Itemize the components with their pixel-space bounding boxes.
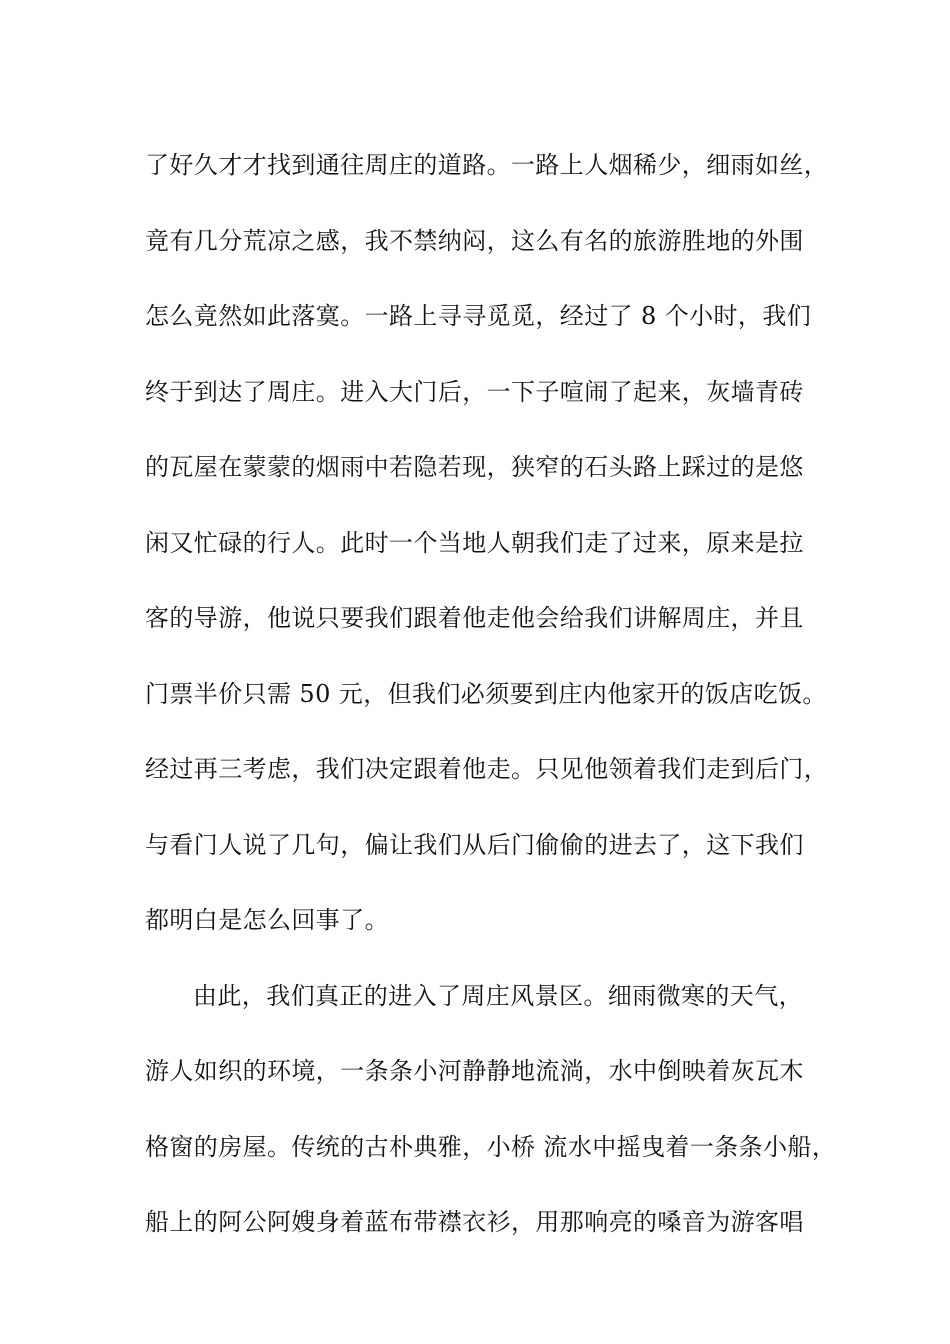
text-line-13: 游人如织的环境，一条条小河静静地流淌，水中倒映着灰瓦木 [145, 1057, 804, 1085]
text-line-14: 格窗的房屋。传统的古朴典雅，小桥 流水中摇曳着一条条小船， [145, 1132, 837, 1161]
text-line-6: 闲又忙碌的行人。此时一个当地人朝我们走了过来，原来是拉 [145, 528, 804, 557]
text-line-10: 与看门人说了几句，偏让我们从后门偷偷的进去了，这下我们 [145, 830, 804, 859]
text-line-3: 怎么竟然如此落寞。一路上寻寻觅觅，经过了 8 个小时，我们 [145, 302, 812, 330]
text-line-7: 客的导游，他说只要我们跟着他走他会给我们讲解周庄，并且 [145, 604, 804, 632]
text-line-15: 船上的阿公阿嫂身着蓝布带襟衣衫，用那响亮的嗓音为游客唱 [145, 1208, 804, 1236]
text-line-5: 的瓦屋在蒙蒙的烟雨中若隐若现，狭窄的石头路上踩过的是悠 [145, 453, 804, 481]
text-line-8: 门票半价只需 50 元，但我们必须要到庄内他家开的饭店吃饭。 [145, 679, 827, 708]
text-line-11: 都明白是怎么回事了。 [145, 906, 389, 934]
text-line-4: 终于到达了周庄。进入大门后，一下子喧闹了起来，灰墙青砖 [145, 377, 804, 406]
text-line-1: 了好久才才找到通往周庄的道路。一路上人烟稀少，细雨如丝， [145, 151, 829, 179]
text-line-12: 由此，我们真正的进入了周庄风景区。细雨微寒的天气， [193, 981, 803, 1010]
body-text [145, 128, 835, 1261]
text-line-2: 竟有几分荒凉之感，我不禁纳闷，这么有名的旅游胜地的外围 [145, 226, 804, 255]
text-line-9: 经过再三考虑，我们决定跟着他走。只见他领着我们走到后门， [145, 755, 829, 783]
